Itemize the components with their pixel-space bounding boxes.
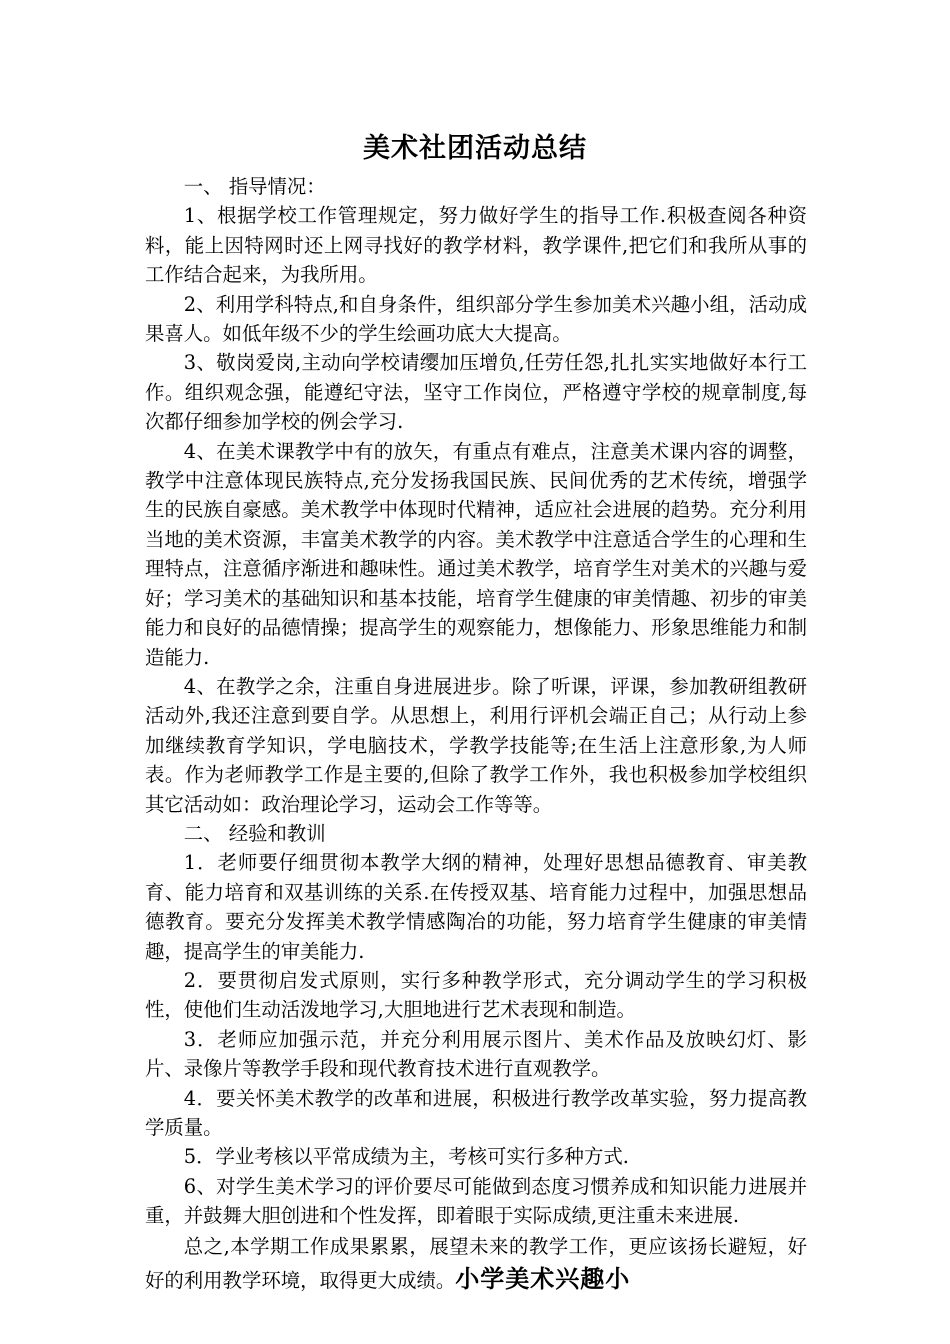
paragraph: 1、根据学校工作管理规定，努力做好学生的指导工作.积极查阅各种资料，能上因特网时还上网寻找好的教学材料，教学课件,把它们和我所从事的工作结合起来，为我所用。 [145, 204, 807, 287]
paragraph: 2、利用学科特点,和自身条件，组织部分学生参加美术兴趣小组，活动成果喜人。如低年级不少的学生绘画功底大大提高。 [145, 292, 807, 346]
paragraph: 3、敬岗爱岗,主动向学校请缨加压增负,任劳任怨,扎扎实实地做好本行工作。组织观念强，能遵纪守法，坚守工作岗位，严格遵守学校的规章制度,每次都仔细参加学校的例会学习. [145, 351, 807, 434]
paragraph: 6、对学生美术学习的评价要尽可能做到态度习惯养成和知识能力进展并重，并鼓舞大胆创进和个性发挥，即着眼于实际成绩,更注重未来进展. [145, 1174, 807, 1228]
paragraph: 3．老师应加强示范，并充分利用展示图片、美术作品及放映幻灯、影片、录像片等教学手段和现代教育技术进行直观教学。 [145, 1027, 807, 1081]
section-heading-experience: 二、 经验和教训 [183, 821, 326, 845]
paragraph: 2．要贯彻启发式原则，实行多种教学形式，充分调动学生的学习积极性，使他们生动活泼地学习,大胆地进行艺术表现和制造。 [145, 968, 807, 1022]
paragraph: 4、在美术课教学中有的放矢，有重点有难点，注意美术课内容的调整，教学中注意体现民族特点,充分发扬我国民族、民间优秀的艺术传统，增强学生的民族自豪感。美术教学中体现时代精神，适应社会进展的趋势。充分利用当地的美术资源，丰富美术教学的内容。美术教学中注意适合学生的心理和生理特点，注意循序渐进和趣味性。通过美术教学，培育学生对美术的兴趣与爱好；学习美术的基础知识和基本技能，培育学生健康的审美情趣、初步的审美能力和良好的品德情操；提高学生的观察能力，想像能力、形象思维能力和制造能力. [145, 439, 807, 669]
closing-text: 总之,本学期工作成果累累，展望未来的教学工作，更应该扬长避短，好好的利用教学环境，取得更大成绩。 [145, 1234, 807, 1292]
document-title: 美术社团活动总结 [363, 133, 587, 164]
paragraph: 1．老师要仔细贯彻本教学大纲的精神，处理好思想品德教育、审美教育、能力培育和双基训练的关系.在传授双基、培育能力过程中，加强思想品德教育。要充分发挥美术教学情感陶冶的功能，努力培育学生健康的审美情趣，提高学生的审美能力. [145, 851, 807, 963]
document-body [145, 172, 807, 1297]
section-heading-guidance: 一、 指导情况： [183, 175, 326, 198]
closing-paragraph [145, 1231, 807, 1297]
paragraph: 4．要关怀美术教学的改革和进展，积极进行教学改革实验，努力提高教学质量。 [145, 1086, 807, 1139]
next-heading-fragment: 小学美术兴趣小 [455, 1264, 631, 1293]
paragraph: 5．学业考核以平常成绩为主，考核可实行多种方式. [183, 1145, 629, 1169]
paragraph: 4、在教学之余，注重自身进展进步。除了听课，评课，参加教研组教研活动外,我还注意到要自学。从思想上，利用行评机会端正自己；从行动上参加继续教育学知识，学电脑技术，学教学技能等;在生活上注意形象,为人师表。作为老师教学工作是主要的,但除了教学工作外，我也积极参加学校组织其它活动如：政治理论学习，运动会工作等等。 [145, 674, 807, 816]
